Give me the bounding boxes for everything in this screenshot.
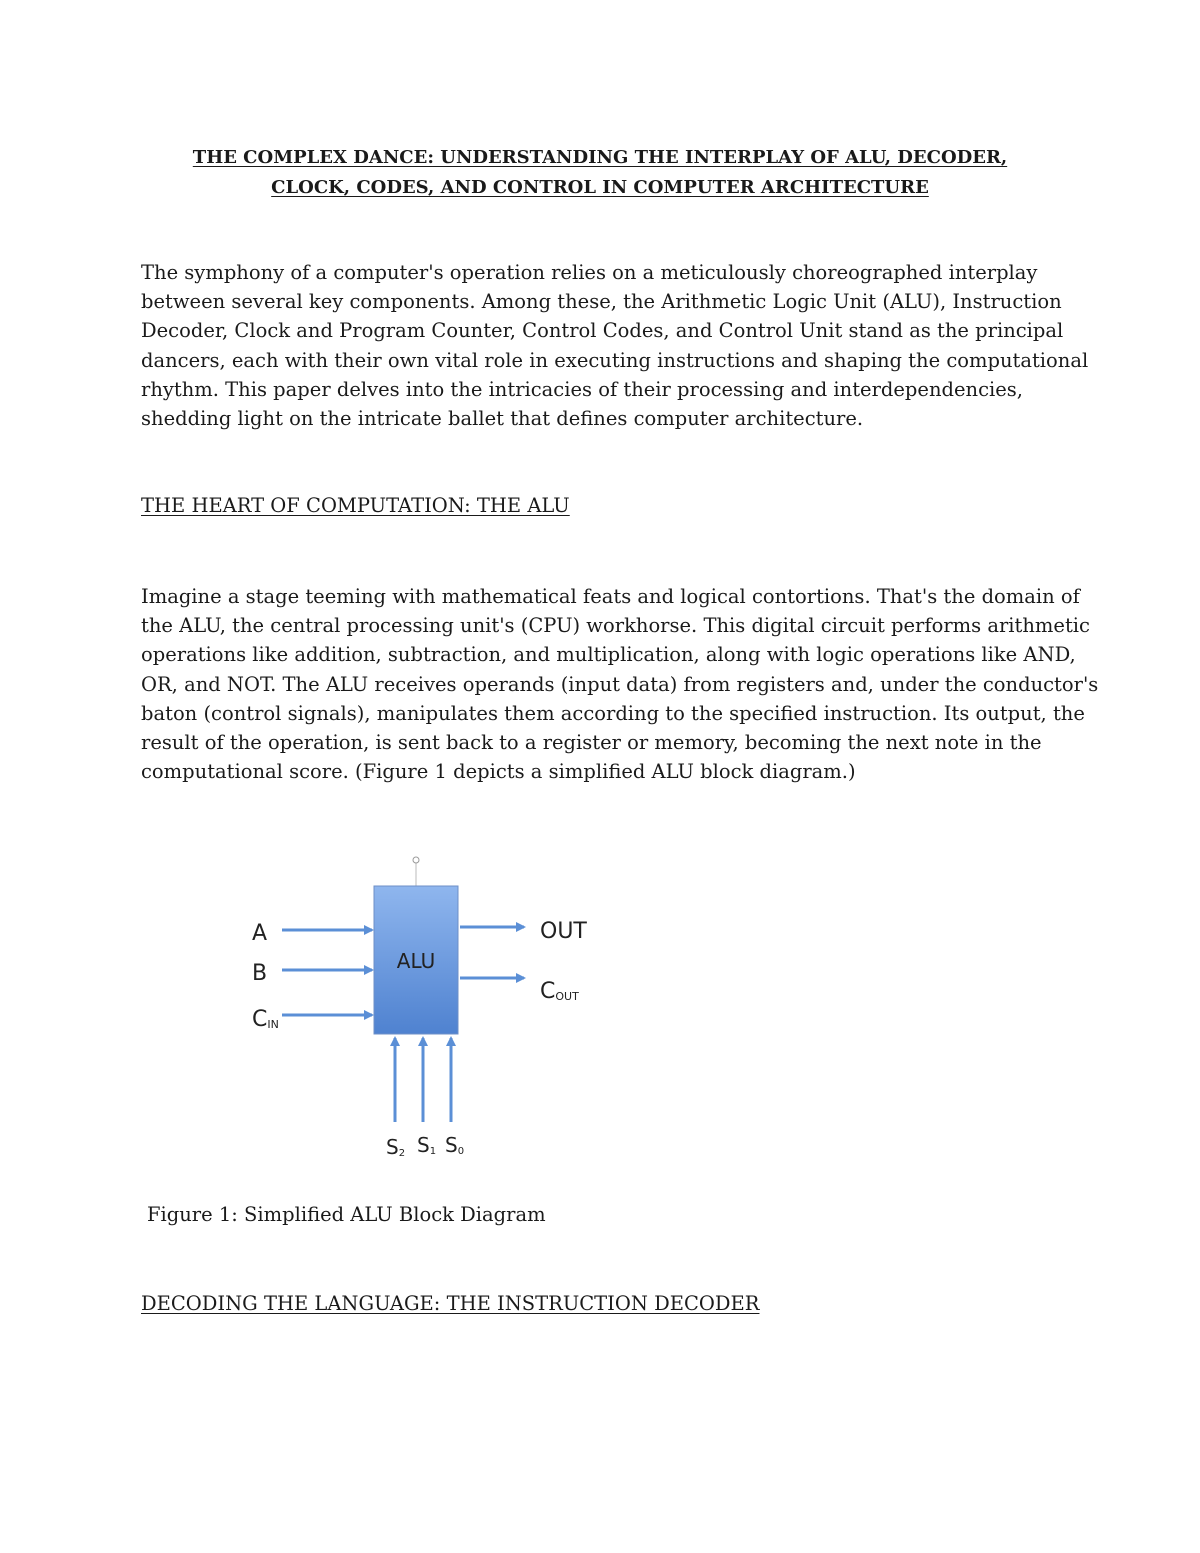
alu-line: operations like addition, subtraction, and multiplication, along with logic operations like AND, bbox=[141, 643, 1076, 667]
select-label-s2: S2 bbox=[386, 1135, 406, 1159]
input-label-cin: CIN bbox=[252, 1007, 279, 1032]
output-label-cout: COUT bbox=[540, 979, 579, 1004]
section-heading-decoder: DECODING THE LANGUAGE: THE INSTRUCTION DECODER bbox=[141, 1292, 760, 1315]
select-label-s1: S1 bbox=[417, 1133, 437, 1157]
alu-line: result of the operation, is sent back to a register or memory, becoming the next note in the bbox=[141, 731, 1042, 755]
output-label-out: OUT bbox=[540, 919, 587, 944]
alu-line: the ALU, the central processing unit's (CPU) workhorse. This digital circuit performs arithmetic bbox=[141, 614, 1090, 638]
intro-line: Decoder, Clock and Program Counter, Control Codes, and Control Unit stand as the principal bbox=[141, 319, 1064, 343]
input-label-a: A bbox=[252, 921, 268, 946]
intro-line: between several key components. Among these, the Arithmetic Logic Unit (ALU), Instruction bbox=[141, 290, 1062, 314]
rotate-handle bbox=[413, 857, 419, 863]
select-label-s0: S0 bbox=[445, 1133, 465, 1157]
paper-title-line-2: CLOCK, CODES, AND CONTROL IN COMPUTER ARCHITECTURE bbox=[271, 177, 929, 198]
alu-paragraph bbox=[141, 582, 1099, 786]
intro-line: dancers, each with their own vital role in executing instructions and shaping the computational bbox=[141, 348, 1089, 372]
alu-line: Imagine a stage teeming with mathematical feats and logical contortions. That's the domain of bbox=[141, 585, 1080, 608]
intro-line: shedding light on the intricate ballet that defines computer architecture. bbox=[141, 407, 864, 431]
input-label-b: B bbox=[252, 961, 268, 986]
alu-block-diagram bbox=[240, 850, 600, 1170]
alu-diagram-svg bbox=[240, 850, 600, 1170]
figure-caption: Figure 1: Simplified ALU Block Diagram bbox=[147, 1203, 546, 1226]
paper-title bbox=[140, 143, 1060, 203]
alu-line: OR, and NOT. The ALU receives operands (input data) from registers and, under the conductor's bbox=[141, 672, 1099, 696]
intro-paragraph bbox=[141, 258, 1089, 433]
intro-line: The symphony of a computer's operation relies on a meticulously choreographed interplay bbox=[141, 261, 1038, 284]
paper-title-line-1: THE COMPLEX DANCE: UNDERSTANDING THE INTERPLAY OF ALU, DECODER, bbox=[192, 147, 1008, 168]
intro-line: rhythm. This paper delves into the intricacies of their processing and interdependencies, bbox=[141, 377, 1023, 401]
alu-block-label: ALU bbox=[396, 949, 436, 973]
alu-line: baton (control signals), manipulates them according to the specified instruction. Its output, the bbox=[141, 701, 1085, 725]
section-heading-alu: THE HEART OF COMPUTATION: THE ALU bbox=[141, 494, 570, 517]
alu-line: computational score. (Figure 1 depicts a simplified ALU block diagram.) bbox=[141, 760, 856, 784]
